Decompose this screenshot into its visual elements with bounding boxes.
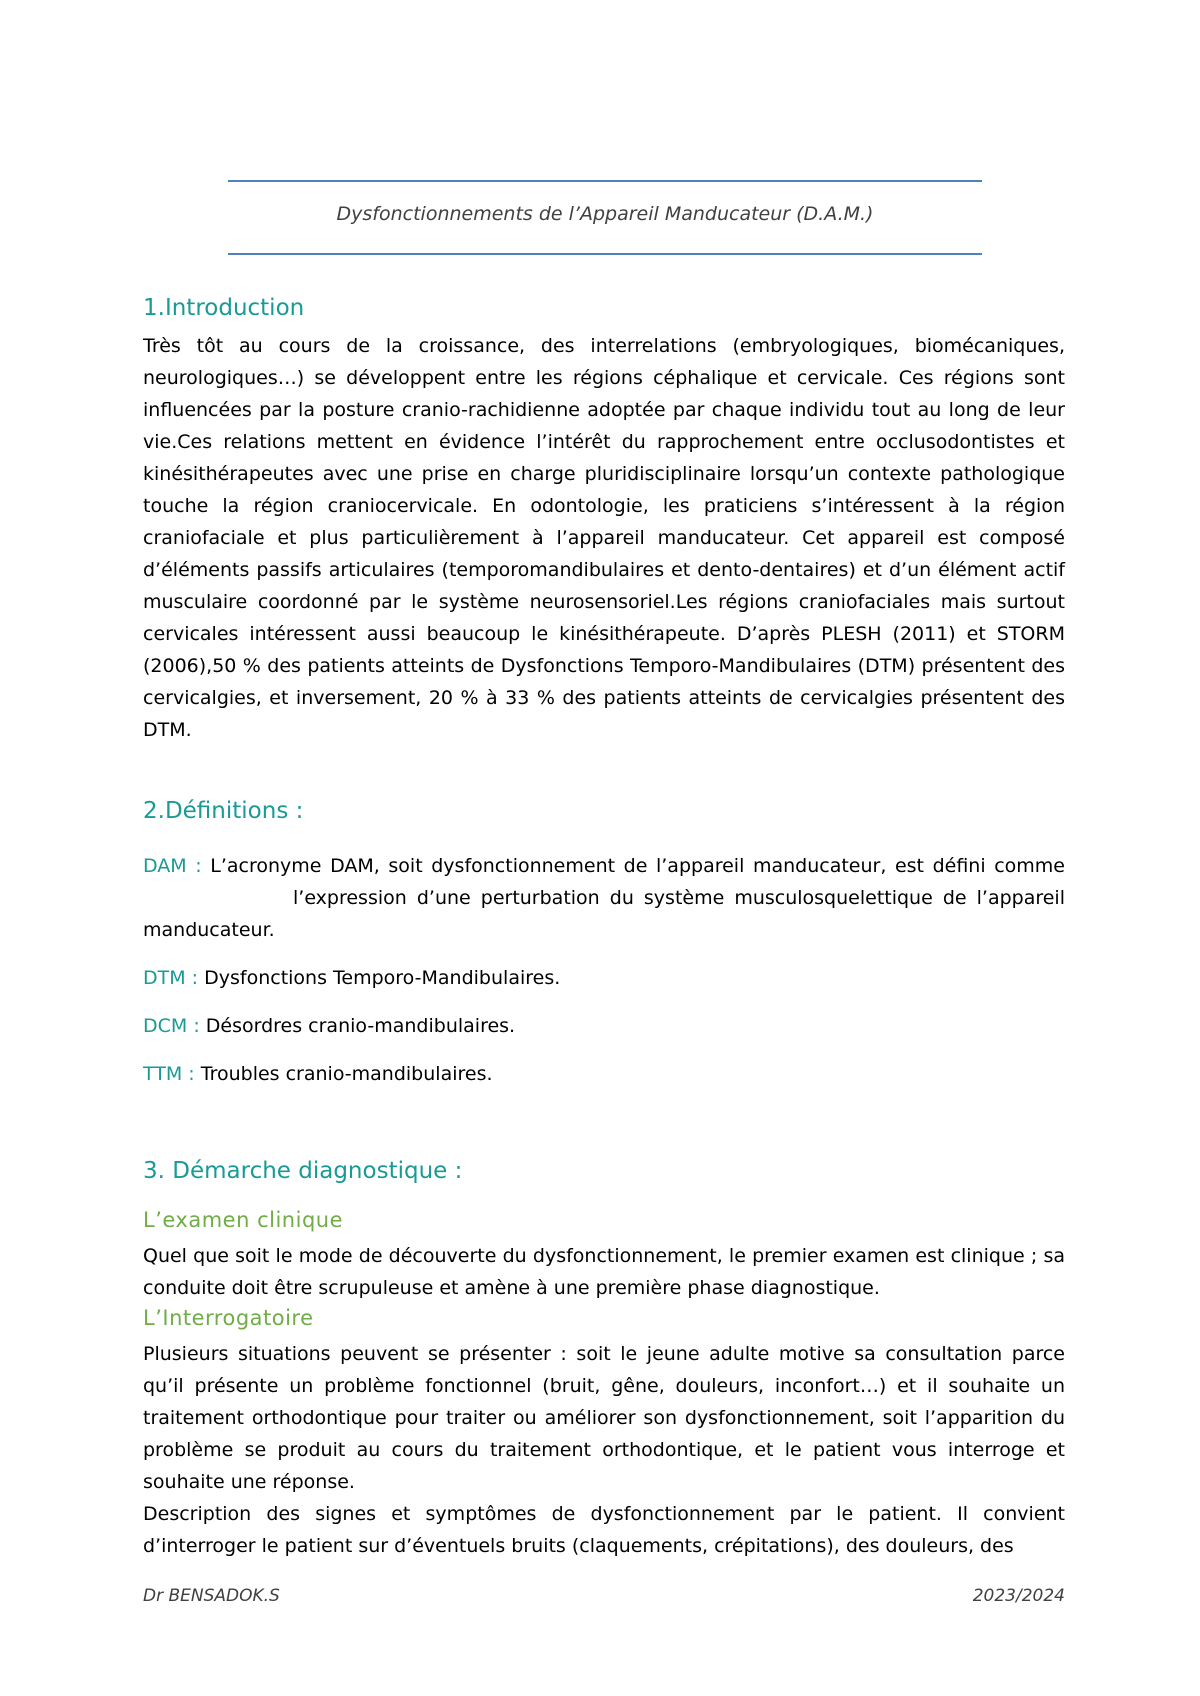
definition-text: L’acronyme DAM, soit dysfonctionnement de l’appareil manducateur, est défini comme (201, 855, 1065, 877)
section-heading-introduction: 1.Introduction (143, 295, 305, 321)
subheading-interrogatoire: L’Interrogatoire (143, 1306, 314, 1330)
definition-key: DAM : (143, 855, 202, 877)
definition-text: Troubles cranio-mandibulaires. (194, 1063, 493, 1085)
definition-ttm (143, 1058, 1065, 1090)
definition-text: Désordres cranio-mandibulaires. (199, 1015, 516, 1037)
section-heading-definitions: 2.Définitions : (143, 798, 304, 824)
document-title: Dysfonctionnements de l’Appareil Manducateur (D.A.M.) (336, 203, 874, 225)
definition-key: DTM : (143, 967, 199, 989)
header-rule-top (228, 180, 982, 182)
definition-text: Dysfonctions Temporo-Mandibulaires. (198, 967, 561, 989)
subheading-examen-clinique: L’examen clinique (143, 1208, 344, 1232)
definition-dcm (143, 1010, 1065, 1042)
header-rule-bottom (228, 253, 982, 255)
definition-key: DCM : (143, 1015, 200, 1037)
introduction-text: Très tôt au cours de la croissance, des interrelations (embryologiques, biomécaniques, neurologiques…) se développent entre les régions céphalique et cervicale. Ces régions sont influencées par la posture cranio-rachidienne adoptée par chaque individu tout au long de leur vie.Ces relations mettent en évidence l’intérêt du rapprochement entre occlusodontistes et kinésithérapeutes avec une prise en charge pluridisciplinaire lorsqu’un contexte pathologique touche la région craniocervicale. En odontologie, les praticiens s’intéressent à la région craniofaciale et plus particulièrement à l’appareil manducateur. Cet appareil est composé d’éléments passifs articulaires (temporomandibulaires et dento-dentaires) et d’un élément actif musculaire coordonné par le système neurosensoriel.Les régions craniofaciales mais surtout cervicales intéressent aussi beaucoup le kinésithérapeute. D’après PLESH (2011) et STORM (2006),50 % des patients atteints de Dysfonctions Temporo-Mandibulaires (DTM) présentent des cervicalgies, et inversement, 20 % à 33 % des patients atteints de cervicalgies présentent des DTM. (143, 335, 1065, 741)
introduction-paragraph (143, 330, 1065, 746)
definition-dam (143, 850, 1065, 946)
footer-year: 2023/2024 (972, 1586, 1065, 1606)
section-heading-demarche: 3. Démarche diagnostique : (143, 1158, 463, 1184)
footer-author: Dr BENSADOK.S (143, 1586, 280, 1606)
definition-dtm (143, 962, 1065, 994)
definition-text-continued: l’expression d’une perturbation du système musculosquelettique de l’appareil manducateur. (143, 887, 1065, 941)
definition-key: TTM : (143, 1063, 195, 1085)
interrogatoire-paragraph (143, 1338, 1065, 1562)
examen-paragraph: Quel que soit le mode de découverte du dysfonctionnement, le premier examen est clinique ; sa conduite doit être scrupuleuse et amène à une première phase diagnostique. (143, 1245, 1065, 1299)
interrogatoire-text-1: Plusieurs situations peuvent se présenter : soit le jeune adulte motive sa consultation parce qu’il présente un problème fonctionnel (bruit, gêne, douleurs, inconfort…) et il souhaite un traitement orthodontique pour traiter ou améliorer son dysfonctionnement, soit l’apparition du problème se produit au cours du traitement orthodontique, et le patient vous interroge et souhaite une réponse. (143, 1343, 1065, 1493)
interrogatoire-text-2: Description des signes et symptômes de dysfonctionnement par le patient. Il convient d’interroger le patient sur d’éventuels bruits (claquements, crépitations), des douleurs, des (143, 1503, 1065, 1557)
